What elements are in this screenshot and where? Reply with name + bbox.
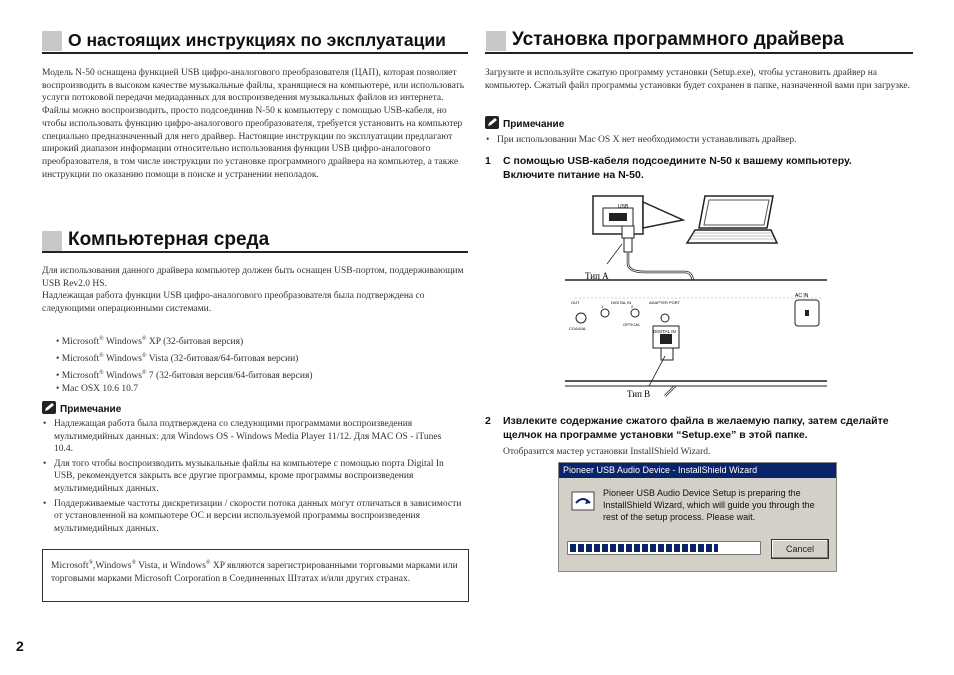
type-b-label: Тип B bbox=[627, 389, 651, 399]
os-item: • Microsoft® Windows® Vista (32-битовая/64-битовая версии) bbox=[56, 350, 456, 367]
intro-text: Загрузите и используйте сжатую программу установки (Setup.exe), чтобы установить драйвер на компьютер. Сжатый файл программы установки будет сохранен в папке, назначенной вами при загрузке. bbox=[485, 68, 910, 91]
computer-env-body bbox=[42, 265, 472, 316]
pencil-note-icon bbox=[42, 401, 56, 414]
wizard-title-bar: Pioneer USB Audio Device - InstallShield Wizard bbox=[559, 463, 836, 478]
page-number: 2 bbox=[16, 638, 24, 654]
section-title-driver-install: Установка программного драйвера bbox=[512, 29, 844, 50]
ac-in-label: AC IN bbox=[795, 293, 809, 299]
note-item: • Надлежащая работа была подтверждена со следующими программами воспроизведения мультимедийных данных: для Windows OS - Windows Media Player 11/12. Для MAC OS - iTunes 10.4. bbox=[42, 418, 462, 456]
coaxial-jack bbox=[576, 313, 586, 323]
heading-square-icon bbox=[486, 31, 506, 51]
digital-in-jack-1 bbox=[601, 309, 609, 317]
usb-label: USB bbox=[618, 204, 629, 210]
note-list bbox=[42, 418, 462, 537]
adapter-port-jack bbox=[661, 314, 669, 322]
note-item: • При использовании Mac OS X нет необходимости устанавливать драйвер. bbox=[485, 134, 905, 147]
pencil-note-icon bbox=[485, 116, 499, 129]
about-text: Модель N-50 оснащена функцией USB цифро-аналогового преобразователя (ЦАП), которая позволяет воспроизводить в высоком качестве музыкальные файлы, хранящиеся на компьютере, или использовать услуги потоковой передачи медиаданных для воспроизведения музыкальных файлов из интернета. Файлы можно воспроизводить, просто подсоединив N-50 к компьютеру с помощью USB-кабеля, но чтобы использовать функцию цифро-аналогового преобразователя, требуется установить на компьютер специально предназначенный для него драйвер. Настоящие инструкции по эксплуатации предлагают широкий диапазон информации относительно использования функции USB цифро-аналогового преобразователя, в том числе инструкции по установке программного драйвера на компьютер, а также инструкции по оказанию помощи в поиске и устранении неполадок. bbox=[42, 68, 465, 180]
step-2-text: Извлеките содержание сжатого файла в желаемую папку, затем сделайте щелчок на программе установки “Setup.exe” в этой папке. bbox=[503, 415, 889, 441]
os-item: • Microsoft® Windows® 7 (32-битовая версия/64-битовая версия) bbox=[56, 367, 456, 384]
out-label: OUT bbox=[571, 300, 580, 305]
step-number: 2 bbox=[485, 415, 491, 427]
heading-square-icon bbox=[42, 31, 62, 51]
install-intro bbox=[485, 67, 910, 92]
cancel-button[interactable]: Cancel bbox=[771, 539, 829, 559]
optical-label: OPTICAL bbox=[623, 322, 641, 327]
step-number: 1 bbox=[485, 155, 491, 167]
adapter-port-label: ADAPTER PORT bbox=[649, 300, 681, 305]
os-item: • Microsoft® Windows® XP (32-битовая версия) bbox=[56, 333, 456, 350]
digital-in-label: DIGITAL IN bbox=[653, 329, 676, 334]
usb-connection-diagram bbox=[565, 188, 827, 410]
wizard-progress-fill bbox=[570, 544, 718, 552]
wizard-message: Pioneer USB Audio Device Setup is preparing the InstallShield Wizard, which will guide you through the rest of the setup process. Please wait. bbox=[603, 488, 815, 522]
about-body bbox=[42, 67, 470, 181]
installer-icon bbox=[571, 489, 595, 513]
note-heading: Примечание bbox=[485, 116, 564, 130]
os-item: • Mac OSX 10.6 10.7 bbox=[56, 383, 456, 397]
section-title-about: О настоящих инструкциях по эксплуатации bbox=[68, 30, 446, 50]
installshield-wizard-window bbox=[558, 462, 837, 572]
input-2-label: 2 bbox=[631, 304, 634, 309]
note-heading: Примечание bbox=[42, 401, 121, 415]
usb-requirement: Для использования данного драйвера компьютер должен быть оснащен USB-портом, поддерживающим USB Rev2.0 HS. bbox=[42, 266, 464, 289]
os-list bbox=[56, 333, 456, 397]
heading-square-icon bbox=[42, 231, 62, 251]
note-item: • Для того чтобы воспроизводить музыкальные файлы на компьютере с помощью порта Digital In USB, рекомендуется закрыть все другие программы, кроме программы воспроизведения мультимедийных данных. bbox=[42, 458, 462, 496]
heading-rule bbox=[42, 251, 468, 253]
os-confirmation: Надлежащая работа функции USB цифро-аналогового преобразователя была подтверждена со следующими операционными системами. bbox=[42, 291, 425, 315]
heading-rule bbox=[42, 52, 468, 54]
note-item: • Поддерживаемые частоты дискретизации / скорости потока данных могут отличаться в зависимости от установленной на компьютере ОС и версии используемой программы воспроизведения мультимедийных данных. bbox=[42, 498, 462, 536]
usb-type-a-plug bbox=[622, 226, 634, 238]
wizard-progress-bar bbox=[567, 541, 761, 555]
digital-in-top-label: DIGITAL IN bbox=[611, 300, 632, 305]
digital-in-jack-2 bbox=[631, 309, 639, 317]
note-list bbox=[485, 134, 905, 149]
coaxial-label: COAXIAL bbox=[569, 326, 587, 331]
input-1-label: 1 bbox=[601, 304, 604, 309]
type-a-label: Тип A bbox=[585, 271, 609, 281]
step-2-subtext: Отобразится мастер установки InstallShield Wizard. bbox=[503, 447, 711, 457]
laptop-icon bbox=[687, 196, 777, 243]
step-1-text: С помощью USB-кабеля подсоедините N-50 к вашему компьютеру. Включите питание на N-50. bbox=[503, 155, 852, 181]
section-title-computer-env: Компьютерная среда bbox=[68, 229, 270, 250]
heading-rule bbox=[485, 52, 913, 54]
usb-type-b-plug bbox=[661, 348, 673, 360]
trademark-box: Microsoft®,Windows® Vista, и Windows® XP являются зарегистрированными торговыми марками или торговыми марками Microsoft Corporation в Соединенных Штатах и/или других странах. bbox=[42, 549, 469, 602]
